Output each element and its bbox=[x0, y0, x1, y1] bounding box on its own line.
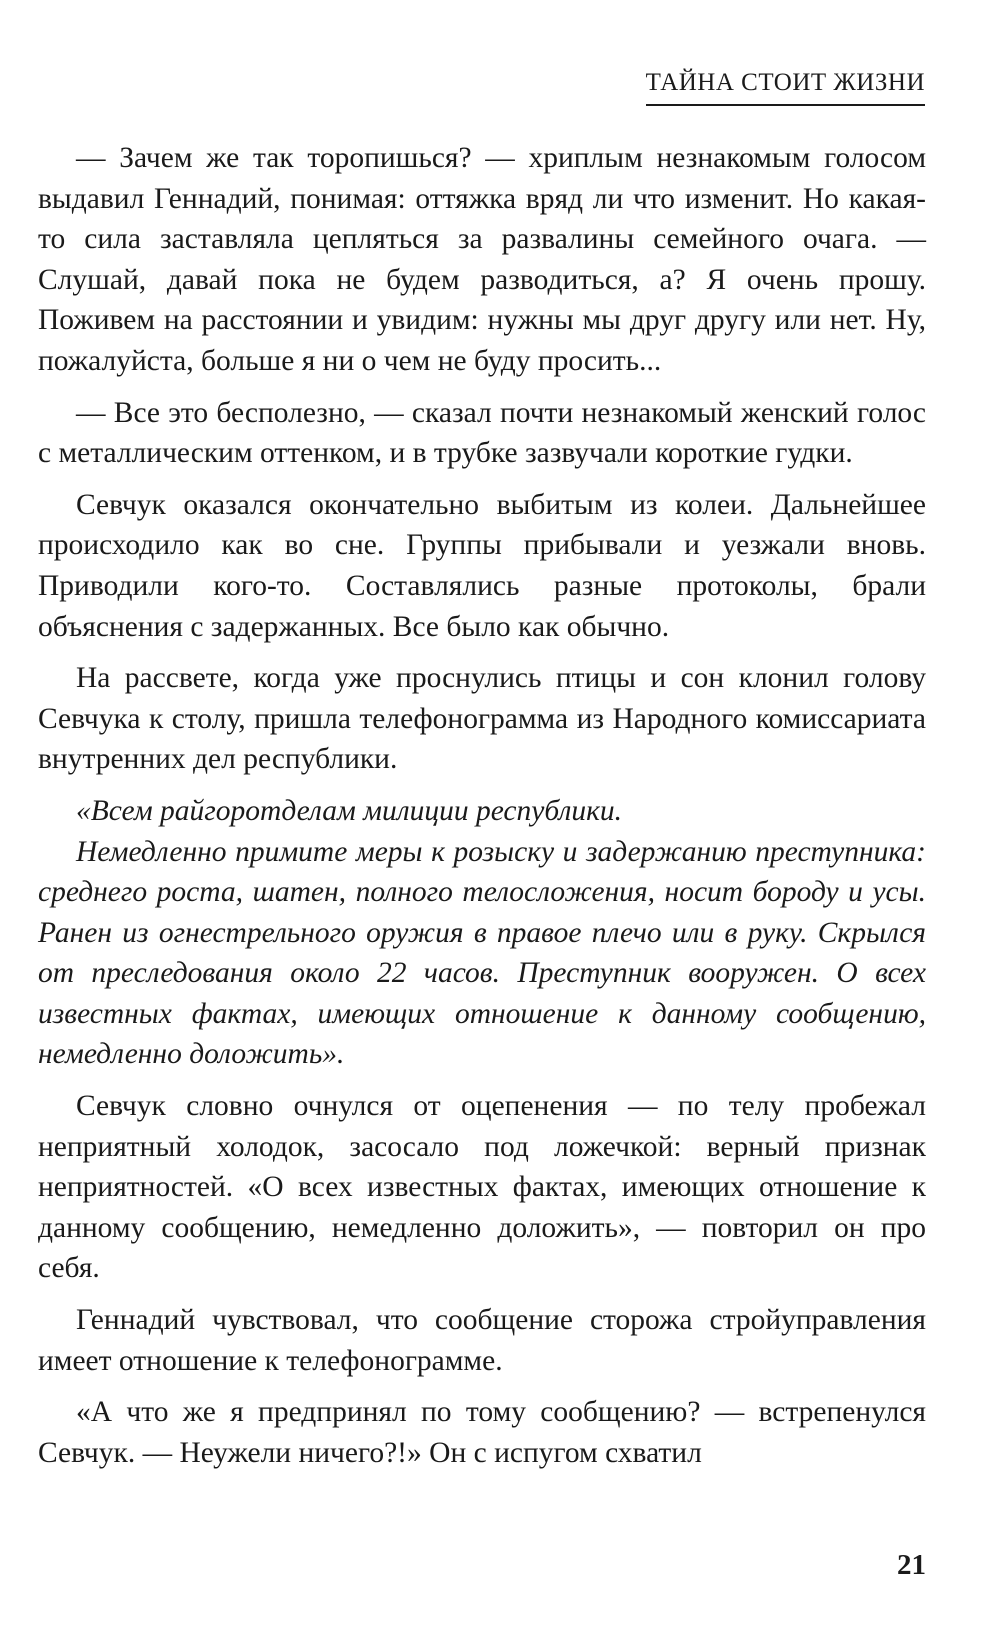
paragraph: Севчук оказался окончательно выбитым из колеи. Дальнейшее происходило как во сне. Группы прибывали и уезжали вновь. Приводили кого-то. Составлялись разные протоколы, брали объяснения с задержанных. Все было как обычно. bbox=[38, 488, 926, 643]
paragraph: Севчук словно очнулся от оцепенения — по телу пробежал неприятный холодок, засосало под ложечкой: верный признак неприятностей. «О всех известных фактах, имеющих отношение к данному сообщению, немедленно доложить», — повторил он про себя. bbox=[38, 1090, 926, 1285]
telegram-text: Немедленно примите меры к розыску и задержанию преступника: среднего роста, шатен, полного телосложения, носит бороду и усы. Ранен из огнестрельного оружия в правое плечо или в руку. Скрылся от преследования около 22 часов. Преступник вооружен. О всех известных фактах, имеющих отношение к данному сообщению, немедленно доложить». bbox=[38, 835, 926, 1071]
paragraph: — Зачем же так торопишься? — хриплым незнакомым голосом выдавил Геннадий, понимая: оттяжка вряд ли что изменит. Но какая-то сила заставляла цепляться за развалины семейного очага. — Слушай, давай пока не будем разводиться, а? Я очень прошу. Поживем на расстоянии и увидим: нужны мы друг другу или нет. Ну, пожалуйста, больше я ни о чем не буду просить... bbox=[38, 142, 926, 377]
paragraph: На рассвете, когда уже проснулись птицы и сон клонил голову Севчука к столу, пришла телефонограмма из Народного комиссариата внутренних дел республики. bbox=[38, 662, 926, 776]
paragraph: Геннадий чувствовал, что сообщение сторожа стройуправления имеет отношение к телефонограмме. bbox=[38, 1304, 926, 1377]
text-body bbox=[38, 138, 926, 1484]
page-number: 21 bbox=[897, 1549, 926, 1581]
telegram-heading: «Всем райгоротделам милиции республики. bbox=[76, 794, 623, 827]
running-title: ТАЙНА СТОИТ ЖИЗНИ bbox=[646, 68, 925, 106]
paragraph: — Все это бесполезно, — сказал почти незнакомый женский голос с металлическим оттенком, и в трубке зазвучали короткие гудки. bbox=[38, 396, 926, 470]
paragraph: «А что же я предпринял по тому сообщению? — встрепенулся Севчук. — Неужели ничего?!» Он с испугом схватил bbox=[38, 1396, 926, 1469]
